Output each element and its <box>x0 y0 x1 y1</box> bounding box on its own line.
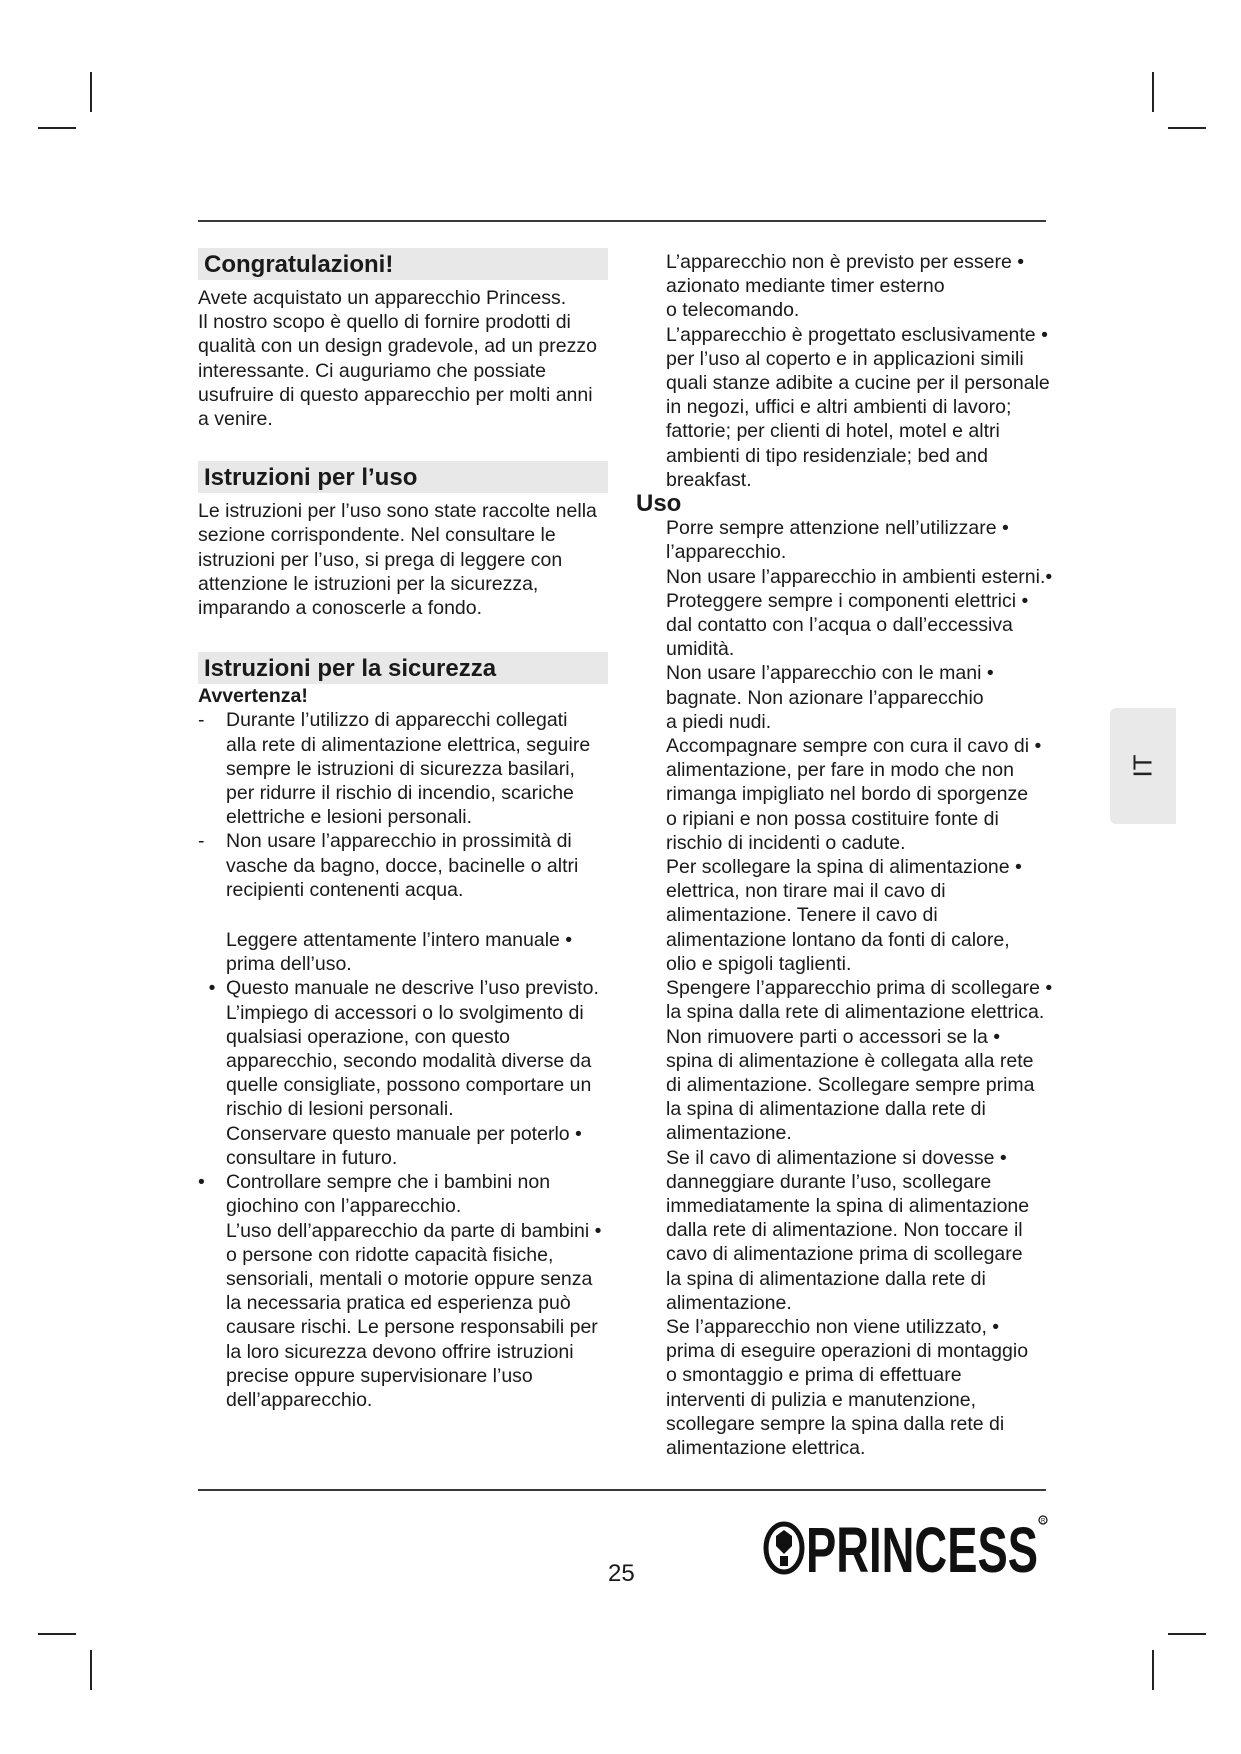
istruzioni-heading: Istruzioni per l’uso <box>198 461 608 493</box>
text-line: rimanga impigliato nel bordo di sporgenze <box>666 783 1029 806</box>
text-line: Conservare questo manuale per poterlo • <box>226 1122 582 1145</box>
princess-crest-icon <box>762 1512 1048 1584</box>
text-line: alimentazione. <box>666 1122 792 1145</box>
text-line: Non usare l’apparecchio in prossimità di <box>226 830 572 853</box>
page-number: 25 <box>608 1560 635 1587</box>
text-line: Le istruzioni per l’uso sono state raccolte nella <box>198 500 597 523</box>
text-line: fattorie; per clienti di hotel, motel e altri <box>666 420 1000 443</box>
text-line: precise oppure supervisionare l’uso <box>226 1364 533 1387</box>
text-line: umidità. <box>666 638 735 661</box>
dash-marker: - <box>198 709 205 732</box>
text-line: dell’apparecchio. <box>226 1388 373 1411</box>
text-line: Durante l’utilizzo di apparecchi collegati <box>226 709 568 732</box>
text-line: azionato mediante timer esterno <box>666 275 945 298</box>
svg-text:R: R <box>1041 1518 1046 1525</box>
text-line: o persone con ridotte capacità fisiche, <box>226 1243 554 1266</box>
text-line: Accompagnare sempre con cura il cavo di • <box>666 735 1042 758</box>
intro-block <box>636 250 1076 492</box>
text-line: Leggere attentamente l’intero manuale • <box>226 929 573 952</box>
text-line: elettrica, non tirare mai il cavo di <box>666 880 946 903</box>
warning-item-continued <box>198 733 618 830</box>
text-line: Controllare sempre che i bambini non <box>226 1171 551 1194</box>
text-line: apparecchio, secondo modalità diverse da <box>226 1050 592 1073</box>
text-line: causare rischi. Le persone responsabili per <box>226 1316 598 1339</box>
text-line: danneggiare durante l’uso, scollegare <box>666 1170 992 1193</box>
text-line: Proteggere sempre i componenti elettrici • <box>666 589 1029 612</box>
text-line: per ridurre il rischio di incendio, scariche <box>226 782 574 805</box>
text-line: immediatamente la spina di alimentazione <box>666 1194 1030 1217</box>
text-line: per l’uso al coperto e in applicazioni simili <box>666 347 1024 370</box>
warning-label: Avvertenza! <box>198 685 308 708</box>
crop-mark <box>90 72 92 112</box>
crop-mark <box>1168 1633 1206 1635</box>
text-line: cavo di alimentazione prima di scollegare <box>666 1243 1023 1266</box>
text-line: Avete acquistato un apparecchio Princess. <box>198 287 567 309</box>
text-line: attenzione le istruzioni per la sicurezza, <box>198 572 539 595</box>
text-line: L’apparecchio non è previsto per essere • <box>666 251 1025 273</box>
text-line: quelle consigliate, possono comportare un <box>226 1074 592 1097</box>
top-rule <box>198 220 1046 222</box>
text-line: elettriche e lesioni personali. <box>226 806 473 829</box>
text-line: o smontaggio e prima di effettuare <box>666 1364 962 1387</box>
bottom-rule <box>198 1489 1046 1491</box>
text-line: breakfast. <box>666 468 752 491</box>
crop-mark <box>1168 127 1206 129</box>
text-line: la necessaria pratica ed esperienza può <box>226 1292 571 1315</box>
text-line: sensoriali, mentali o motorie oppure senza <box>226 1267 593 1290</box>
text-line: bagnate. Non azionare l’apparecchio <box>666 686 984 709</box>
text-line: la spina di alimentazione dalla rete di <box>666 1267 986 1290</box>
crop-mark <box>38 1633 76 1635</box>
text-line: Se il cavo di alimentazione si dovesse • <box>666 1146 1007 1169</box>
text-line: la loro sicurezza devono offrire istruzioni <box>226 1340 574 1363</box>
left-column <box>198 248 618 1412</box>
text-line: qualsiasi operazione, con questo <box>226 1025 511 1048</box>
text-line: vasche da bagno, docce, bacinelle o altri <box>226 854 579 877</box>
right-column <box>636 250 1076 1460</box>
text-line: istruzioni per l’uso, si prega di leggere con <box>198 548 563 571</box>
istruzioni-text <box>198 499 618 620</box>
bullet-marker: • <box>198 1171 205 1194</box>
crop-mark <box>38 127 76 129</box>
crop-mark <box>90 1650 92 1690</box>
sicurezza-heading: Istruzioni per la sicurezza <box>198 652 608 684</box>
text-line: a venire. <box>198 408 273 431</box>
text-line: Porre sempre attenzione nell’utilizzare • <box>666 517 1009 540</box>
congrats-text <box>198 286 618 431</box>
language-tab-label: IT <box>1127 754 1158 778</box>
text-line: Questo manuale ne descrive l’uso previsto. <box>226 977 599 1000</box>
congrats-heading: Congratulazioni! <box>198 248 608 280</box>
text-line: ambienti di tipo residenziale; bed and <box>666 444 988 467</box>
text-line: la spina di alimentazione dalla rete di <box>666 1098 986 1121</box>
text-line: alimentazione, per fare in modo che non <box>666 759 1014 782</box>
text-line: Spengere l’apparecchio prima di scollegare • <box>666 977 1053 1000</box>
text-line: imparando a conoscerle a fondo. <box>198 597 483 620</box>
crop-mark <box>1152 72 1154 112</box>
text-line: qualità con un design gradevole, ad un prezzo <box>198 335 597 358</box>
text-line: spina di alimentazione è collegata alla rete <box>666 1049 1034 1072</box>
text-line: prima di eseguire operazioni di montaggio <box>666 1340 1029 1363</box>
bullet-marker: • <box>208 977 216 1000</box>
text-line: usufruire di questo apparecchio per molti anni <box>198 383 593 406</box>
text-line: scollegare sempre la spina dalla rete di <box>666 1412 1005 1435</box>
princess-logo <box>762 1512 1048 1584</box>
warning-item-continued <box>198 854 618 902</box>
crop-mark <box>1152 1650 1154 1690</box>
text-line: alimentazione elettrica. <box>666 1436 866 1459</box>
text-line: Per scollegare la spina di alimentazione • <box>666 856 1022 879</box>
text-line: consultare in futuro. <box>226 1146 398 1169</box>
language-tab <box>1110 708 1176 824</box>
text-line: Non rimuovere parti o accessori se la • <box>666 1025 1001 1048</box>
text-line: alla rete di alimentazione elettrica, seguire <box>226 733 591 756</box>
text-line: rischio di lesioni personali. <box>226 1098 454 1121</box>
text-line: sezione corrispondente. Nel consultare le <box>198 524 556 547</box>
text-line: rischio di incidenti o cadute. <box>666 831 906 854</box>
text-line: quali stanze adibite a cucine per il personale <box>666 372 1050 395</box>
text-line: L’apparecchio è progettato esclusivamente • <box>666 323 1048 346</box>
text-line: o telecomando. <box>666 299 800 322</box>
uso-block <box>636 516 1076 1460</box>
text-line: sempre le istruzioni di sicurezza basilari, <box>226 757 575 780</box>
brand-wordmark: PRINCESS <box>806 1514 1038 1584</box>
warning-item <box>198 829 618 853</box>
text-line: dal contatto con l’acqua o dall’eccessiva <box>666 614 1013 637</box>
text-line: la spina dalla rete di alimentazione elettrica. <box>666 1001 1045 1024</box>
text-line: L’impiego di accessori o lo svolgimento di <box>226 1001 584 1024</box>
text-line: Il nostro scopo è quello di fornire prodotti di <box>198 311 571 334</box>
text-line: a piedi nudi. <box>666 710 772 733</box>
text-line: L’uso dell’apparecchio da parte di bambini • <box>226 1219 602 1242</box>
text-line: o ripiani e non possa costituire fonte di <box>666 807 999 830</box>
text-line: l’apparecchio. <box>666 541 787 564</box>
safety-paragraph <box>198 928 618 976</box>
dash-marker: - <box>198 830 205 853</box>
text-line: in negozi, uffici e altri ambienti di lavoro; <box>666 396 1012 419</box>
text-line: recipienti contenenti acqua. <box>226 878 464 901</box>
text-line: olio e spigoli taglienti. <box>666 952 852 975</box>
text-line: interessante. Ci auguriamo che possiate <box>198 359 546 382</box>
text-line: interventi di pulizia e manutenzione, <box>666 1388 977 1411</box>
text-line: di alimentazione. Scollegare sempre prima <box>666 1073 1035 1096</box>
text-line: Se l’apparecchio non viene utilizzato, • <box>666 1315 1000 1338</box>
text-line: Non usare l’apparecchio con le mani • <box>666 662 994 685</box>
text-line: alimentazione lontano da fonti di calore, <box>666 928 1010 951</box>
bullet-item <box>198 1170 618 1412</box>
warning-item <box>198 708 618 732</box>
text-line: giochino con l’apparecchio. <box>226 1195 462 1218</box>
bullet-item <box>198 976 618 1170</box>
text-line: alimentazione. <box>666 1291 792 1314</box>
uso-heading: Uso <box>636 490 682 518</box>
text-line: dalla rete di alimentazione. Non toccare il <box>666 1219 1023 1242</box>
text-line: alimentazione. Tenere il cavo di <box>666 904 938 927</box>
text-line: Non usare l’apparecchio in ambienti esterni.• <box>666 565 1053 588</box>
text-line: prima dell’uso. <box>226 953 352 976</box>
